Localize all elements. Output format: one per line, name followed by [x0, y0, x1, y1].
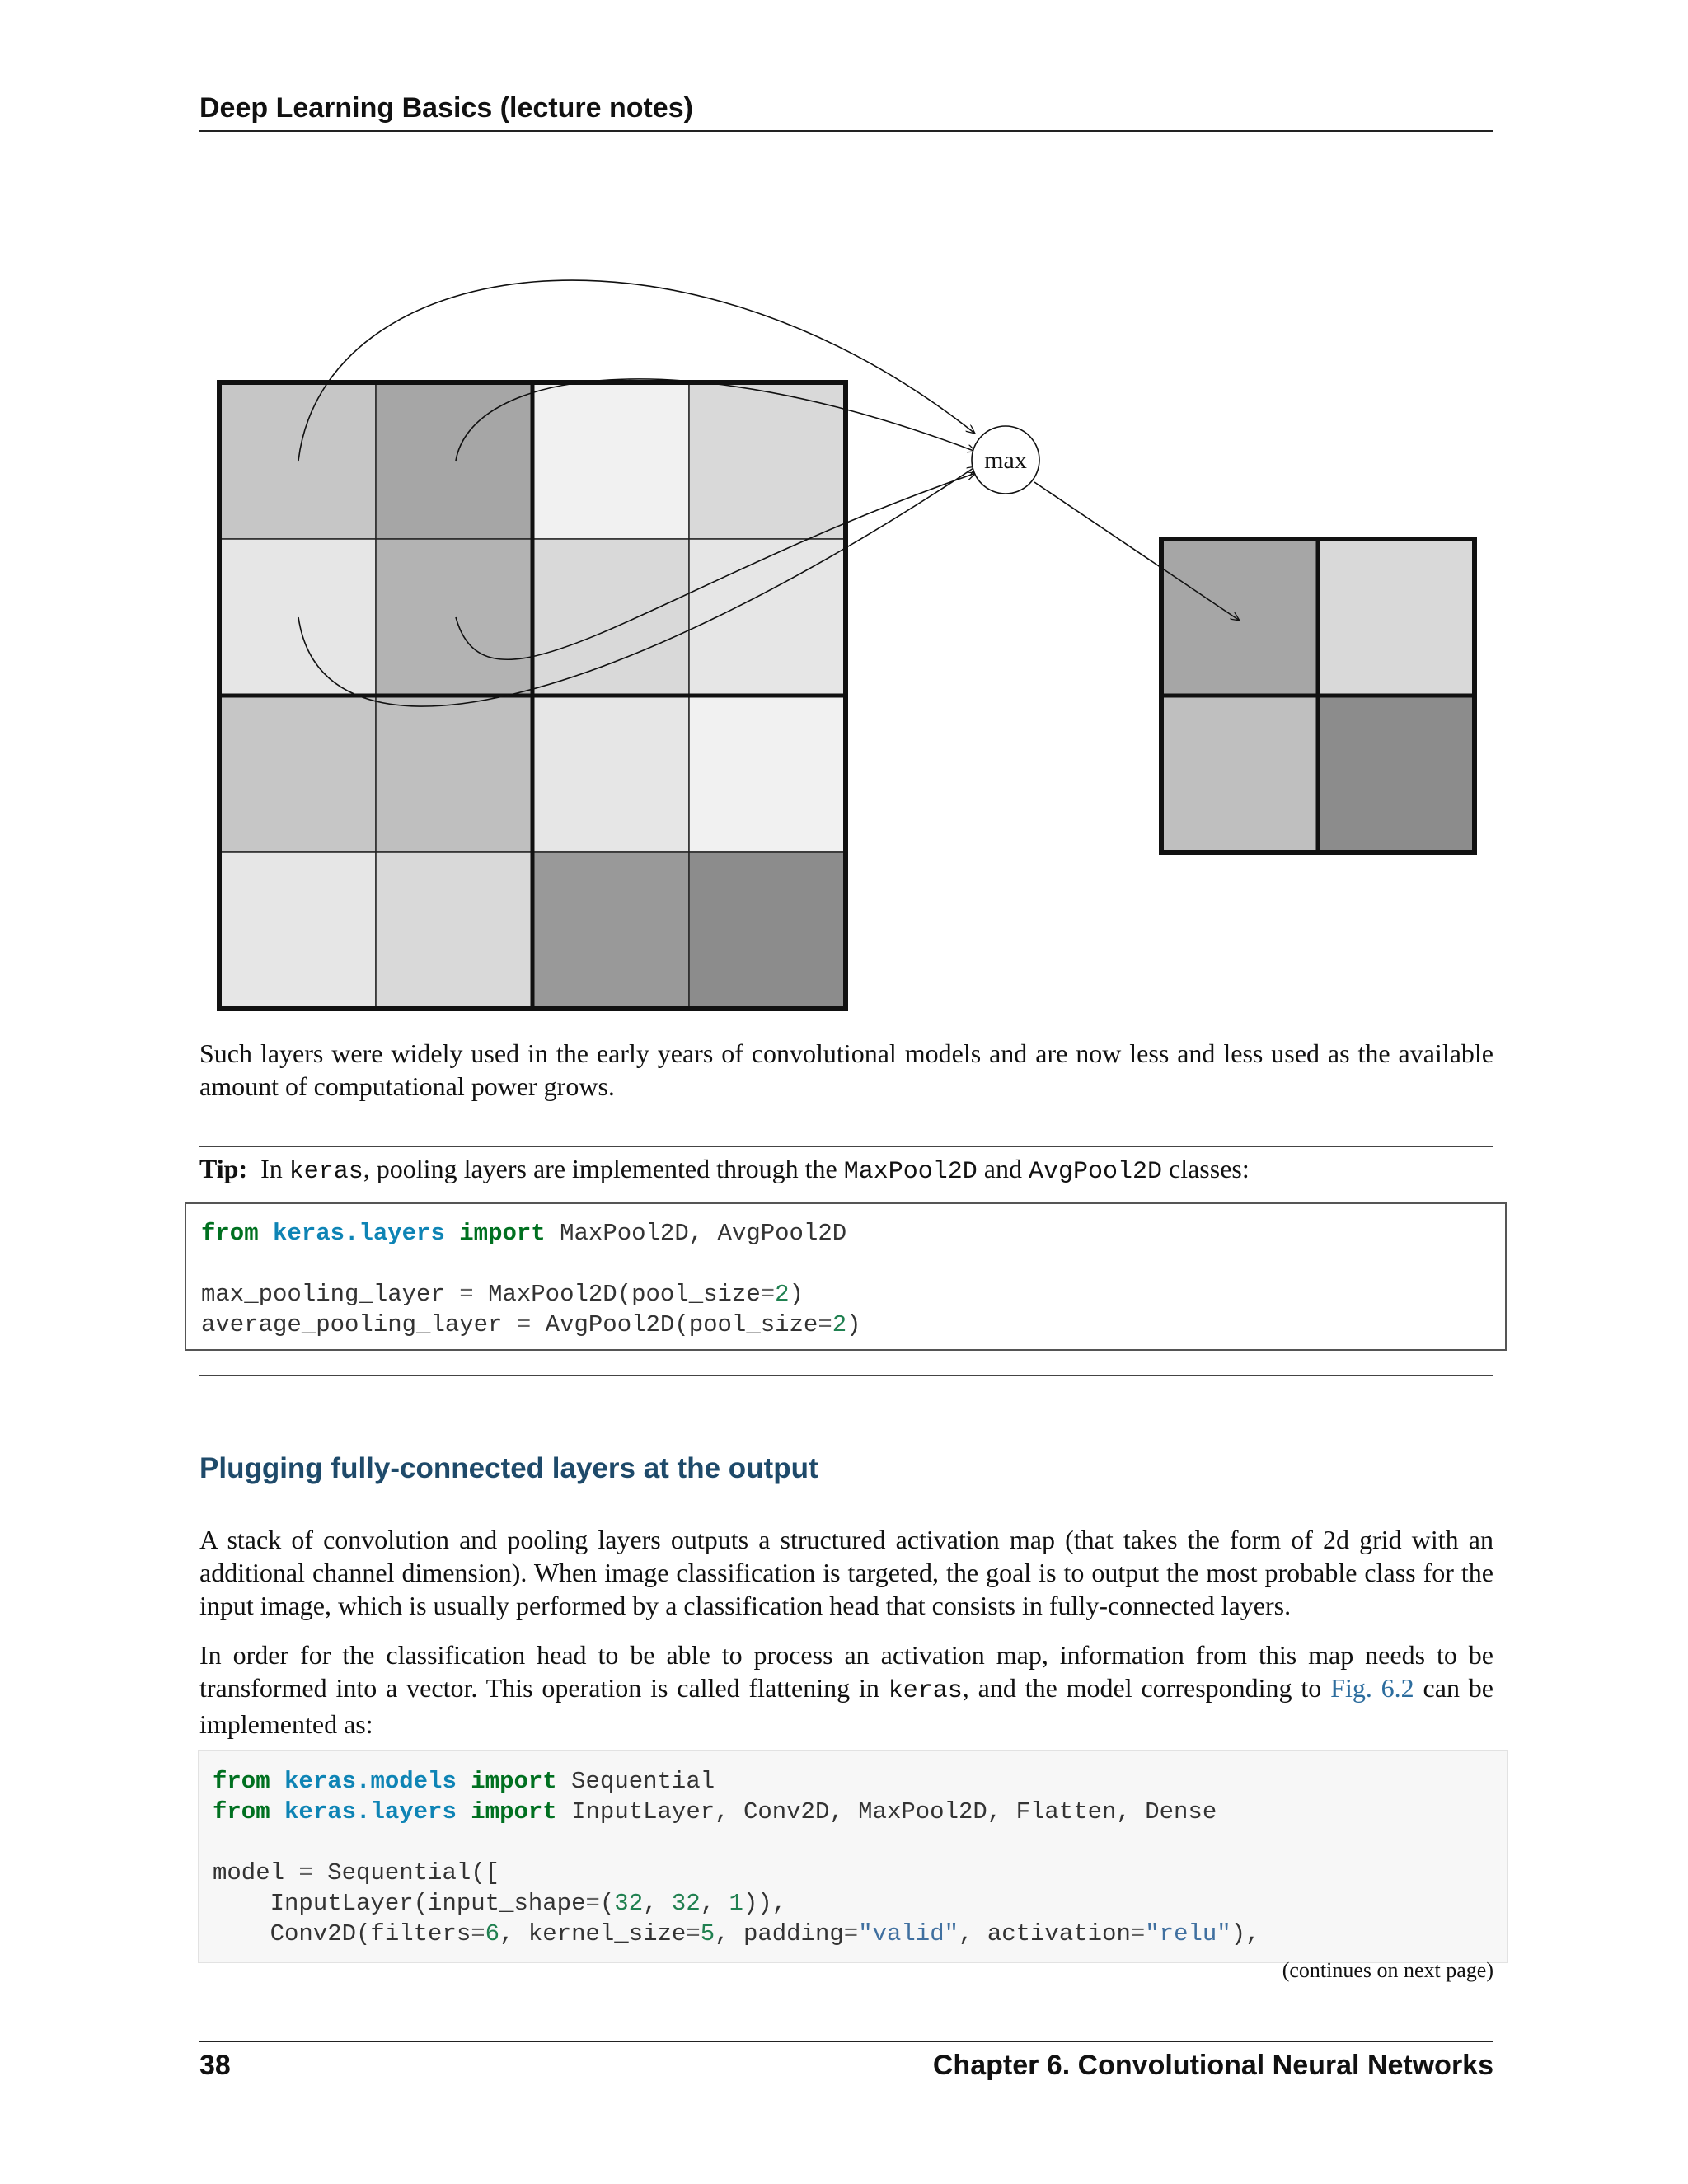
- output-cell-2-2: [1318, 696, 1475, 852]
- code-token: MaxPool2D, AvgPool2D: [545, 1220, 847, 1247]
- code-token: "relu": [1145, 1920, 1231, 1947]
- output-cell-1-1: [1161, 539, 1318, 696]
- tip-label: Tip:: [199, 1154, 248, 1183]
- code-token: from: [213, 1768, 270, 1795]
- input-cell-3-4: [689, 696, 846, 852]
- tip-text-part: In: [260, 1154, 289, 1183]
- input-cell-4-4: [689, 852, 846, 1009]
- input-cell-1-3: [532, 382, 689, 539]
- code-token: ,: [643, 1890, 672, 1917]
- code-token: =: [471, 1920, 485, 1947]
- code-token: Sequential: [556, 1768, 715, 1795]
- code-token: MaxPool2D(pool_size: [473, 1281, 761, 1308]
- code-token: =: [516, 1311, 532, 1338]
- input-cell-2-1: [219, 539, 376, 696]
- input-cell-3-3: [532, 696, 689, 852]
- code-token: (: [599, 1890, 615, 1917]
- code-token: =: [1130, 1920, 1146, 1947]
- code-token: import: [471, 1768, 557, 1795]
- code-token: model: [213, 1859, 299, 1886]
- code-token: ,: [700, 1890, 729, 1917]
- header-rule: [199, 130, 1493, 132]
- code-token: 1: [729, 1890, 743, 1917]
- output-cell-1-2: [1318, 539, 1475, 696]
- max-pooling-diagram: [199, 272, 1493, 1022]
- paragraph-text-part: , and the model corresponding to: [962, 1673, 1331, 1703]
- code-token: from: [201, 1220, 259, 1247]
- tip-top-rule: [199, 1146, 1493, 1147]
- code-token: =: [459, 1281, 474, 1308]
- tip-text-part: classes:: [1162, 1154, 1250, 1183]
- code-token: =: [760, 1281, 776, 1308]
- code-token: , activation: [959, 1920, 1131, 1947]
- code-block-model[interactable]: [198, 1750, 1508, 1963]
- code-token: InputLayer(input_shape: [213, 1890, 586, 1917]
- code-token: =: [585, 1890, 600, 1917]
- code-token: , kernel_size: [499, 1920, 687, 1947]
- code-token: =: [298, 1859, 313, 1886]
- code-token: "valid": [858, 1920, 959, 1947]
- code-token: keras.models: [284, 1768, 457, 1795]
- code-token: AvgPool2D(pool_size: [531, 1311, 818, 1338]
- input-cell-2-4: [689, 539, 846, 696]
- running-header: Deep Learning Basics (lecture notes): [199, 92, 693, 124]
- input-cell-3-2: [376, 696, 532, 852]
- code-token: InputLayer, Conv2D, MaxPool2D, Flatten, Dense: [556, 1798, 1217, 1825]
- paragraph-pooling-usage: Such layers were widely used in the early years of convolutional models and are now less and less used as the available amount of computational power grows.: [199, 1038, 1493, 1101]
- code-token: from: [213, 1798, 270, 1825]
- max-pooling-figure: [199, 272, 1493, 1022]
- code-token: Sequential([: [312, 1859, 500, 1886]
- code-token: =: [818, 1311, 832, 1338]
- output-grid: [1161, 539, 1475, 852]
- maxpool2d-code-inline: MaxPool2D: [843, 1158, 978, 1186]
- code-token: average_pooling_layer: [201, 1311, 517, 1338]
- tip-text-part: , pooling layers are implemented through the: [363, 1154, 844, 1183]
- paragraph-text-part: In order for the classification head to be able to process an activation map, information from this map needs to be transformed into a vector. This operation is called flattening in: [199, 1640, 1493, 1703]
- code-token: 2: [832, 1311, 847, 1338]
- code-token: import: [471, 1798, 557, 1825]
- input-cell-2-2: [376, 539, 532, 696]
- input-cell-2-3: [532, 539, 689, 696]
- input-grid: [219, 382, 846, 1009]
- section-heading: Plugging fully-connected layers at the output: [199, 1452, 818, 1484]
- tip-bottom-rule: [199, 1375, 1493, 1376]
- paragraph-flattening: [199, 1638, 1493, 1741]
- keras-code-inline: keras: [888, 1677, 963, 1705]
- avgpool2d-code-inline: AvgPool2D: [1028, 1158, 1162, 1186]
- input-cell-1-4: [689, 382, 846, 539]
- code-token: import: [459, 1220, 546, 1247]
- tip-text-part: and: [977, 1154, 1029, 1183]
- input-cell-4-2: [376, 852, 532, 1009]
- input-cell-3-1: [219, 696, 376, 852]
- code-token: 32: [614, 1890, 644, 1917]
- code-token: =: [686, 1920, 701, 1947]
- code-token: keras.layers: [284, 1798, 457, 1825]
- code-token: 32: [671, 1890, 701, 1917]
- paragraph-text-part: can be implemented as:: [199, 1673, 1494, 1739]
- page-number: 38: [199, 2050, 231, 2081]
- input-cell-4-1: [219, 852, 376, 1009]
- chapter-title: Chapter 6. Convolutional Neural Networks: [932, 2050, 1493, 2081]
- max-operator-label: max: [984, 447, 1027, 474]
- code-token: ),: [1231, 1920, 1260, 1947]
- code-token: 6: [485, 1920, 500, 1947]
- input-cell-4-3: [532, 852, 689, 1009]
- keras-code-inline: keras: [288, 1158, 363, 1186]
- footer-rule: [199, 2041, 1493, 2042]
- input-cell-1-1: [219, 382, 376, 539]
- code-token: =: [843, 1920, 859, 1947]
- code-token: 5: [700, 1920, 715, 1947]
- output-cell-2-1: [1161, 696, 1318, 852]
- code-token: max_pooling_layer: [201, 1281, 460, 1308]
- tip-text: [199, 1152, 1250, 1188]
- continues-note: (continues on next page): [1282, 1958, 1493, 1982]
- code-token: ): [789, 1281, 804, 1308]
- code-token: )),: [743, 1890, 787, 1917]
- paragraph-activation-map: A stack of convolution and pooling layers outputs a structured activation map (that takes the form of 2d grid with an additional channel dimension). When image classification is targeted, the goal is to output the most probable class for the input image, which is usually performed by a classification head that consists in fully-connected layers.: [199, 1525, 1493, 1620]
- code-token: , padding: [715, 1920, 844, 1947]
- code-token: Conv2D(filters: [213, 1920, 471, 1947]
- code-block-pooling[interactable]: [185, 1202, 1507, 1351]
- code-token: 2: [775, 1281, 790, 1308]
- figure-reference-link[interactable]: Fig. 6.2: [1330, 1673, 1414, 1703]
- code-token: ): [846, 1311, 861, 1338]
- code-token: keras.layers: [273, 1220, 445, 1247]
- input-cell-1-2: [376, 382, 532, 539]
